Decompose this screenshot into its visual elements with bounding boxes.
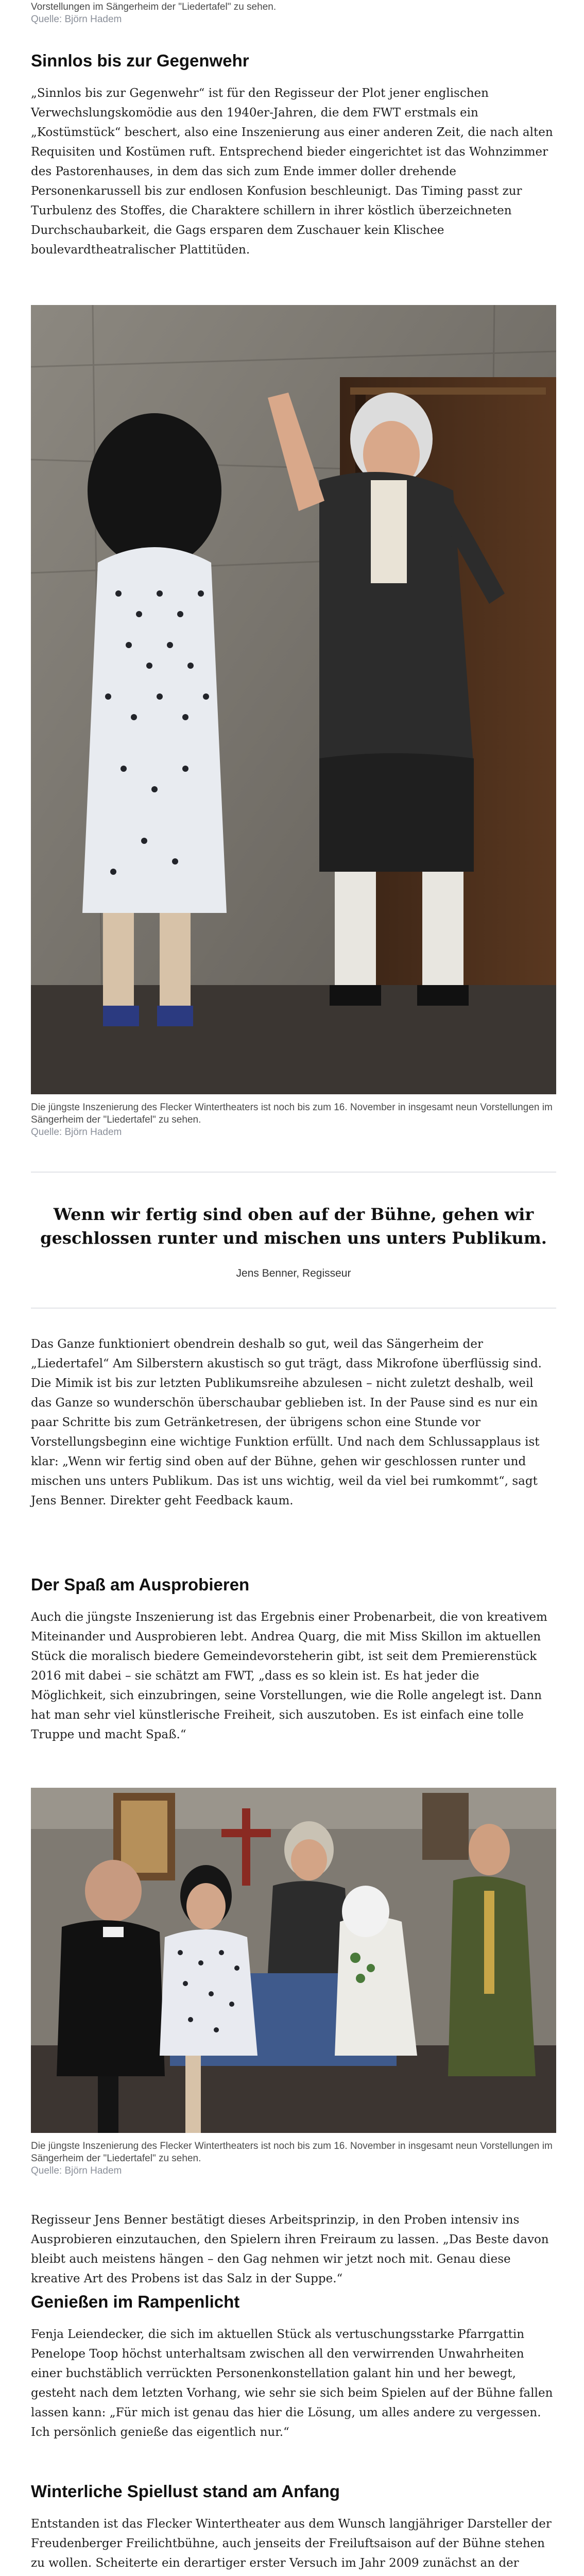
pull-quote-author: Jens Benner, Regisseur [236, 1267, 351, 1279]
section-heading-spiellust: Winterliche Spiellust stand am Anfang [31, 2482, 340, 2501]
top-photo-caption [31, 1, 556, 26]
caption-source: Quelle: Björn Hadem [31, 14, 122, 25]
section-paragraph-spiellust: Entstanden ist das Flecker Wintertheater aus dem Wunsch langjähriger Darsteller der Freudenberger Freilichtbühne, auch jenseits der Freiluftsaison auf der Bühne stehen zu wollen. Scheiterte ein derartiger erster Versuch im Jahr 2009 zunächst an der [31, 2517, 552, 2570]
section-heading-ausprobieren: Der Spaß am Ausprobieren [31, 1575, 250, 1594]
quote-bottom-rule [31, 1308, 556, 1309]
section-paragraph-rampenlicht: Fenja Leiendecker, die sich im aktuellen Stück als vertuschungsstarke Pfarrgattin Penelope Toop höchst unterhaltsam zwischen all den verwirrenden Unwahrheiten einer buchstäblich verrückten Personenkonstellation galant hin und her bewegt, gesteht nach dem letzten Vorhang, wie sehr sie sich beim Spielen auf der Bühne fallen lassen kann: „Für mich ist genau das hier die Lösung, um alles andere zu vergessen. Ich persönlich genieße das eigentlich nur.“ [31, 2328, 553, 2439]
photo-2-caption-block [31, 2140, 556, 2177]
photo-1-caption-block [31, 1101, 556, 1139]
section-heading-sinnlos: Sinnlos bis zur Gegenwehr [31, 51, 249, 70]
pull-quote: Wenn wir fertig sind oben auf der Bühne, gehen wir geschlossen runter und mischen uns unters Publikum. [40, 1205, 547, 1248]
photo-1-source: Quelle: Björn Hadem [31, 1127, 122, 1138]
section-paragraph-sinnlos: „Sinnlos bis zur Gegenwehr“ ist für den Regisseur der Plot jener englischen Verwechslungskomödie aus den 1940er-Jahren, die dem FWT erstmals ein „Kostümstück“ beschert, also eine Inszenierung aus einer anderen Zeit, die nach alten Requisiten und Kostümen ruft. Entsprechend bieder eingerichtet ist das Wohnzimmer des Pastorenhauses, in dem das sich zum Ende immer doller drehende Personenkarussell bis zur endlosen Konfusion beschleunigt. Das Timing passt zur Turbulenz des Stoffes, die Charaktere schillern in ihrer köstlich überzeichneten Durchschaubarkeit, die Gags ersparen dem Zuschauer kein Klischee boulevardtheatralischer Plattitüden. [31, 87, 553, 257]
article-photo-2[interactable] [31, 1788, 556, 2133]
photo-1-caption: Die jüngste Inszenierung des Flecker Wintertheaters ist noch bis zum 16. November in insgesamt neun Vorstellungen im Sängerheim der "Liedertafel" zu sehen. [31, 1102, 553, 1125]
caption-text: Vorstellungen im Sängerheim der "Liedertafel" zu sehen. [31, 2, 277, 12]
section-paragraph-regisseur: Regisseur Jens Benner bestätigt dieses Arbeitsprinzip, in den Proben intensiv ins Ausprobieren einzutauchen, den Spielern ihren Freiraum zu lassen. „Das Beste davon bleibt auch meistens hängen – den Gag nehmen wir jetzt noch mit. Genau diese kreative Art des Probens ist das Salz in der Suppe.“ [31, 2213, 549, 2285]
quote-top-rule [31, 1172, 556, 1173]
photo-1-illustration [31, 305, 556, 1094]
section-paragraph-ausprobieren: Auch die jüngste Inszenierung ist das Ergebnis einer Probenarbeit, die von kreativem Miteinander und Ausprobieren lebt. Andrea Quarg, die mit Miss Skillon im aktuellen Stück die moralisch biedere Gemeindevorsteherin gibt, ist seit dem Premierenstück 2016 mit dabei – sie schätzt am FWT, „dass es so klein ist. Es hat jeder die Möglichkeit, sich einzubringen, seine Vorstellungen, wie die Rolle angelegt ist. Dann hat man sehr viel künstlerische Freiheit, sich auszutoben. Es ist einfach eine tolle Truppe und macht Spaß.“ [31, 1611, 547, 1741]
photo-2-source: Quelle: Björn Hadem [31, 2165, 122, 2176]
photo-2-illustration [31, 1788, 556, 2133]
section-heading-rampenlicht: Genießen im Rampenlicht [31, 2292, 240, 2311]
article-photo-1[interactable] [31, 305, 556, 1094]
section-paragraph-akustik: Das Ganze funktioniert obendrein deshalb so gut, weil das Sängerheim der „Liedertafel“ Am Silberstern akustisch so gut trägt, dass Mikrofone überflüssig sind. Die Mimik ist bis zur letzten Publikumsreihe abzulesen – nicht zuletzt deshalb, weil das Ganze so wunderschön überschaubar geblieben ist. In der Pause sind es nur ein paar Schritte bis zum Getränketresen, der übrigens schon eine Stunde vor Vorstellungsbeginn eine wichtige Funktion erfüllt. Und nach dem Schlussapplaus ist klar: „Wenn wir fertig sind oben auf der Bühne, gehen wir geschlossen runter und mischen uns unters Publikum. Das ist uns wichtig, weil da viel bei rumkommt“, sagt Jens Benner. Direkter geht Feedback kaum. [31, 1337, 542, 1507]
photo-2-caption: Die jüngste Inszenierung des Flecker Wintertheaters ist noch bis zum 16. November in insgesamt neun Vorstellungen im Sängerheim der "Liedertafel" zu sehen. [31, 2141, 553, 2164]
